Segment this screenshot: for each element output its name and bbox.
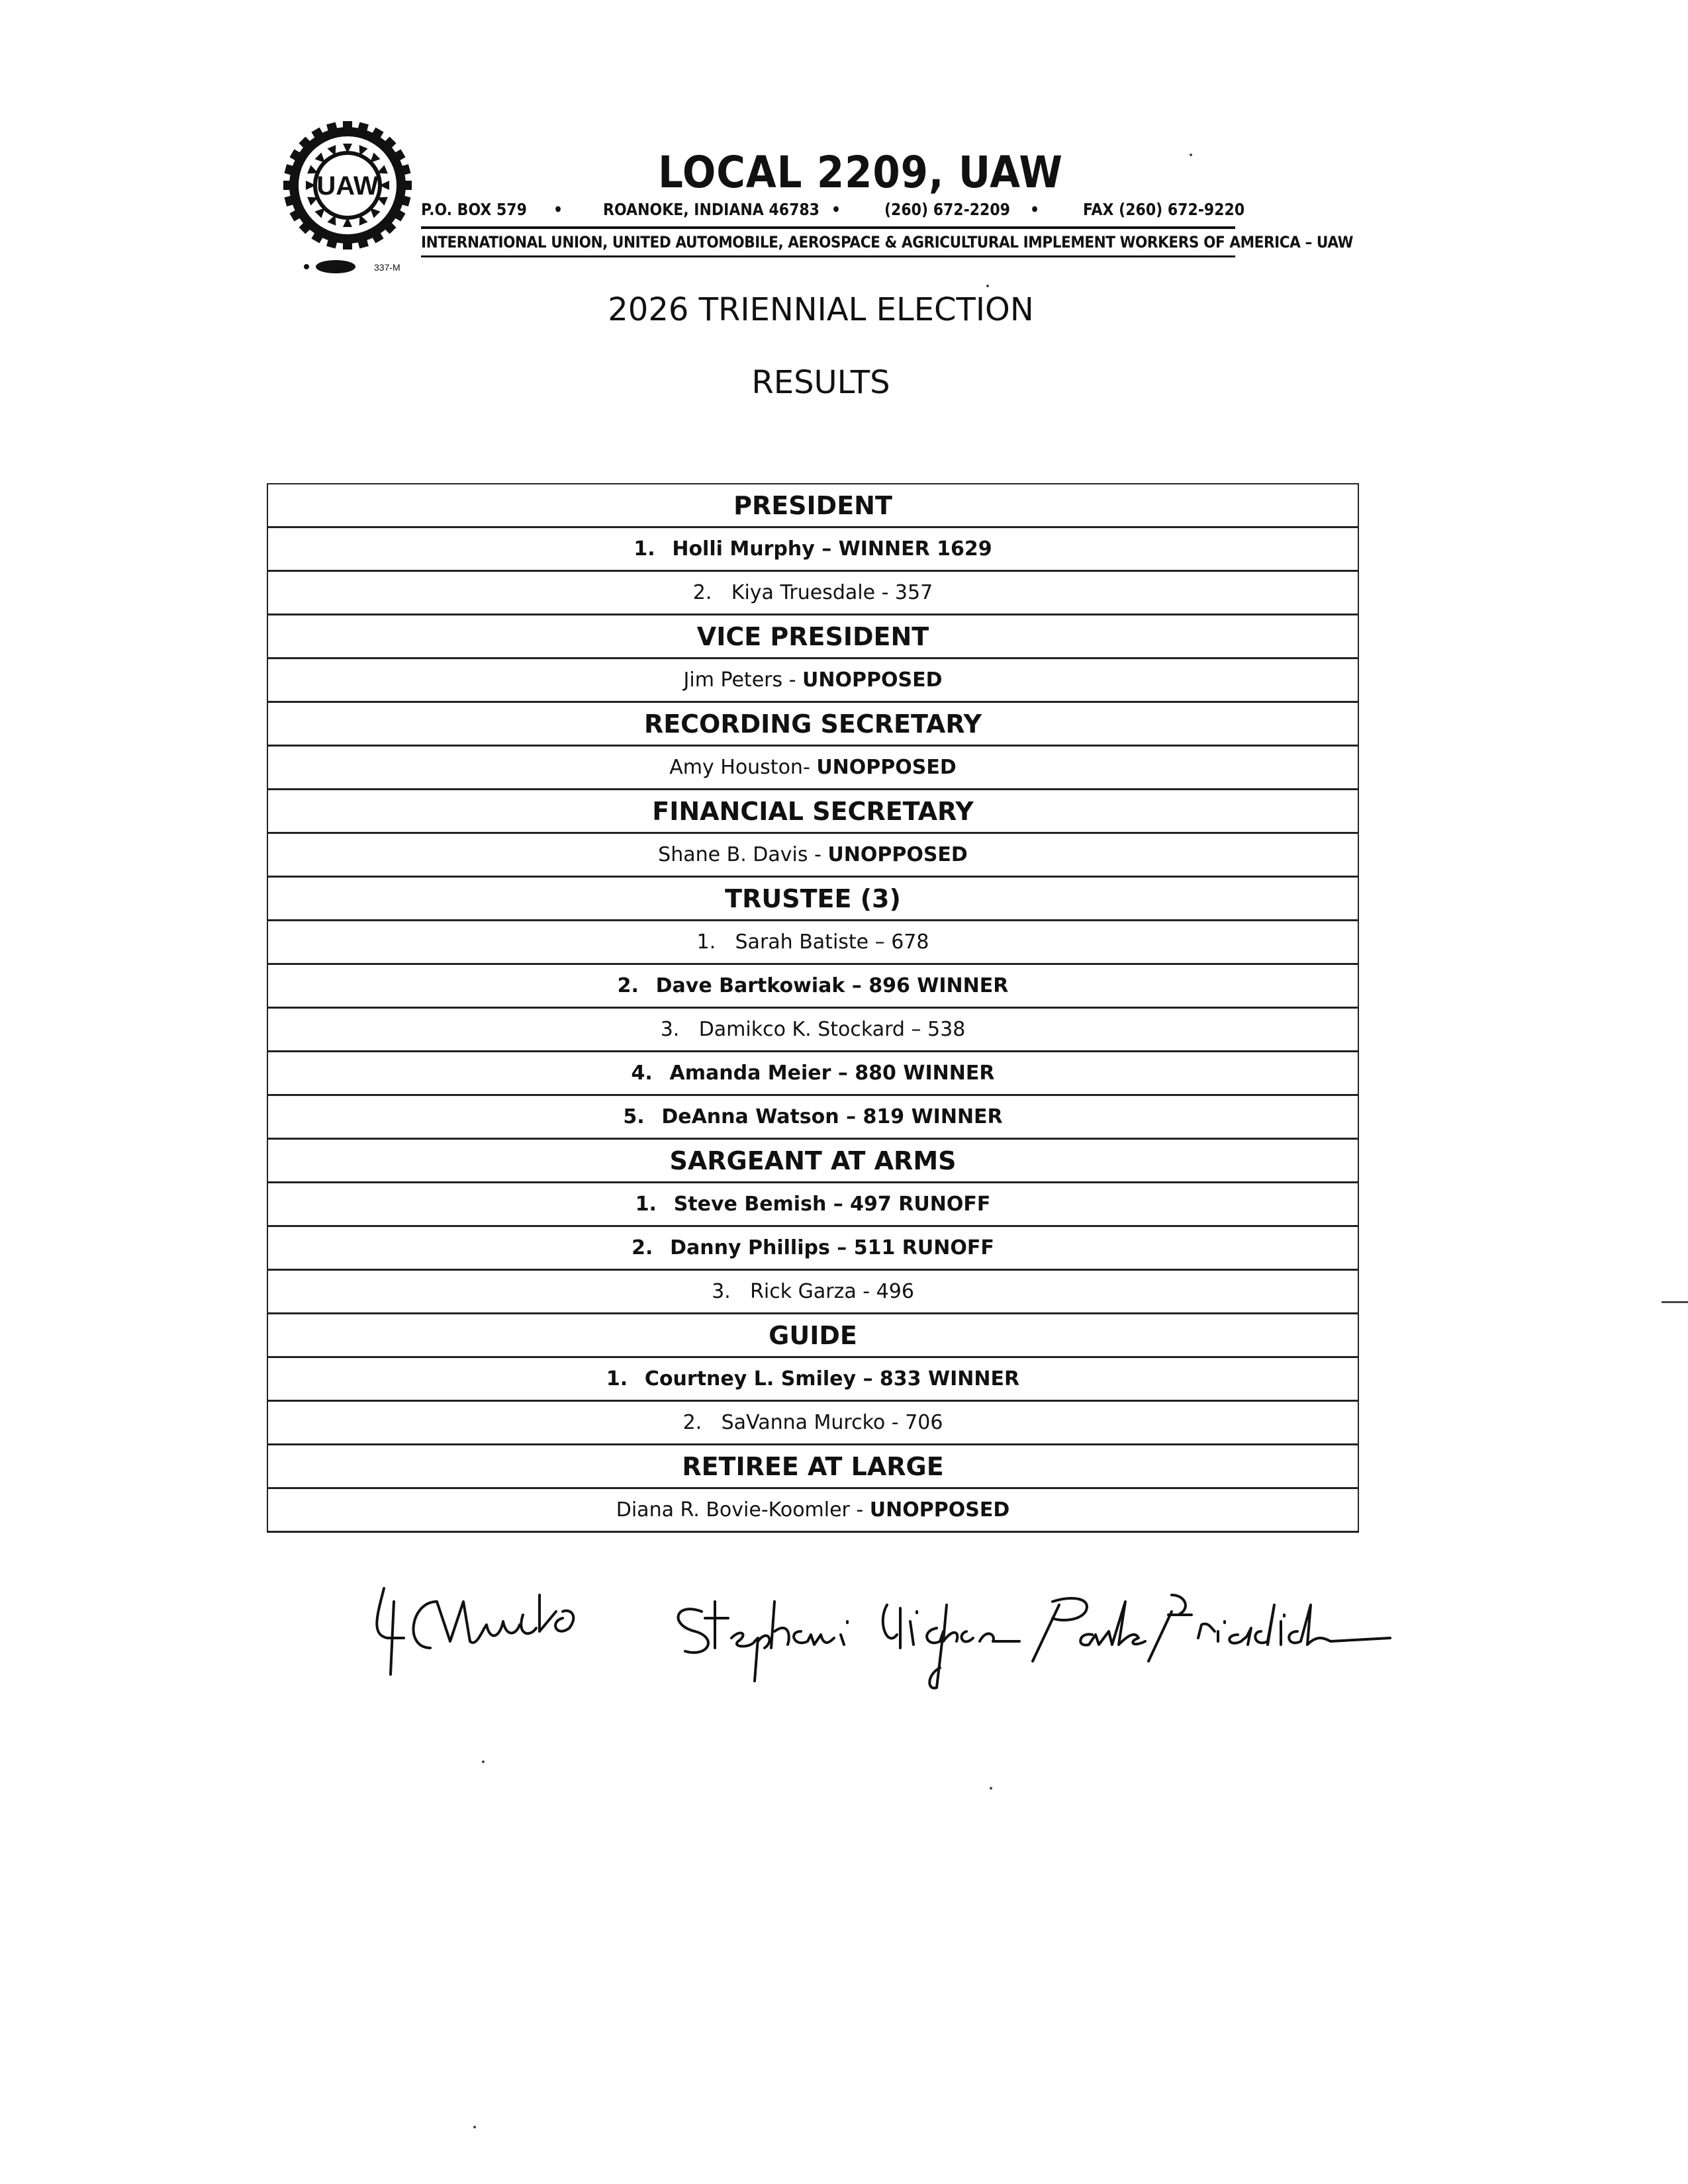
scan-speck — [482, 1760, 485, 1763]
signature-3 — [1033, 1595, 1390, 1661]
signature-1 — [377, 1588, 573, 1674]
local-title: LOCAL 2209, UAW — [658, 147, 1063, 198]
candidate-status: UNOPPOSED — [869, 1498, 1010, 1522]
results-subtitle: RESULTS — [751, 364, 890, 401]
candidate-number: 1. — [635, 1193, 657, 1216]
candidate-name: Damikco K. Stockard – 538 — [698, 1018, 966, 1041]
bullet-2: • — [831, 200, 841, 219]
office-heading: GUIDE — [268, 1314, 1358, 1358]
po-box: P.O. BOX 579 — [421, 200, 527, 219]
candidate-row — [268, 1402, 1358, 1445]
logo-text: UAW — [316, 171, 379, 201]
candidate-row — [268, 1358, 1358, 1402]
phone: (260) 672-2209 — [884, 200, 1010, 219]
candidate-row — [268, 921, 1358, 965]
bug-text: 337-M — [374, 262, 400, 273]
candidate-number: 3. — [712, 1280, 731, 1303]
candidate-name: Rick Garza - 496 — [750, 1280, 914, 1303]
candidate-name: Amy Houston- — [669, 756, 817, 779]
candidate-row — [268, 1183, 1358, 1227]
candidate-name: Amanda Meier – 880 WINNER — [669, 1062, 995, 1085]
candidate-name: Steve Bemish – 497 RUNOFF — [673, 1193, 991, 1216]
scan-speck — [1190, 154, 1192, 156]
results-table — [267, 483, 1359, 1533]
office-heading: PRESIDENT — [268, 484, 1358, 528]
office-heading: VICE PRESIDENT — [268, 615, 1358, 659]
candidate-number: 1. — [633, 537, 655, 561]
scan-speck — [986, 285, 989, 287]
uaw-logo — [281, 119, 414, 251]
candidate-number: 2. — [617, 974, 639, 997]
candidate-number: 2. — [692, 581, 712, 604]
candidate-row — [268, 1227, 1358, 1271]
election-title: 2026 TRIENNIAL ELECTION — [608, 291, 1034, 328]
office-heading: TRUSTEE (3) — [268, 878, 1358, 921]
candidate-row — [268, 1052, 1358, 1096]
candidate-number: 5. — [623, 1105, 645, 1128]
candidate-row — [268, 1009, 1358, 1052]
candidate-number: 4. — [631, 1062, 653, 1085]
candidate-name: Diana R. Bovie-Koomler - — [616, 1498, 870, 1522]
candidate-name: Jim Peters - — [683, 668, 803, 692]
candidate-row — [268, 1489, 1358, 1533]
candidate-status: UNOPPOSED — [802, 668, 943, 692]
union-bug-icon — [301, 257, 400, 277]
candidate-name: Dave Bartkowiak – 896 WINNER — [655, 974, 1009, 997]
candidate-number: 2. — [682, 1411, 702, 1434]
candidate-number: 1. — [696, 931, 716, 954]
scan-speck — [990, 1787, 992, 1790]
candidate-row — [268, 528, 1358, 572]
candidate-name: DeAnna Watson – 819 WINNER — [661, 1105, 1003, 1128]
candidate-number: 3. — [660, 1018, 680, 1041]
union-full-name: INTERNATIONAL UNION, UNITED AUTOMOBILE, AEROSPACE & AGRICULTURAL IMPLEMENT WORKERS OF AMERICA – UAW — [421, 233, 1354, 251]
candidate-number: 2. — [632, 1236, 653, 1259]
uaw-gear-emblem-icon — [281, 119, 414, 251]
letterhead-rule-bottom — [421, 255, 1235, 257]
letterhead-rule-top — [421, 226, 1235, 229]
candidate-name: SaVanna Murcko - 706 — [721, 1411, 943, 1434]
candidate-row — [268, 747, 1358, 790]
office-heading: RECORDING SECRETARY — [268, 703, 1358, 747]
candidate-name: Kiya Truesdale - 357 — [731, 581, 933, 604]
candidate-row — [268, 1096, 1358, 1140]
candidate-row — [268, 572, 1358, 615]
scan-speck — [473, 2126, 476, 2128]
candidate-name: Sarah Batiste – 678 — [735, 931, 929, 954]
fax: FAX (260) 672-9220 — [1083, 200, 1245, 219]
candidate-row — [268, 659, 1358, 703]
candidate-status: UNOPPOSED — [827, 843, 968, 866]
candidate-name: Courtney L. Smiley – 833 WINNER — [644, 1367, 1020, 1390]
candidate-row — [268, 1271, 1358, 1314]
candidate-name: Holli Murphy – WINNER 1629 — [672, 537, 992, 561]
candidate-row — [268, 834, 1358, 878]
signatures — [357, 1575, 1417, 1694]
city: ROANOKE, INDIANA 46783 — [603, 200, 820, 219]
signature-2 — [679, 1602, 1019, 1688]
office-heading: RETIREE AT LARGE — [268, 1445, 1358, 1489]
union-bug — [301, 257, 400, 277]
candidate-status: UNOPPOSED — [816, 756, 957, 779]
candidate-row — [268, 965, 1358, 1009]
candidate-number: 1. — [606, 1367, 628, 1390]
candidate-name: Shane B. Davis - — [658, 843, 828, 866]
office-heading: FINANCIAL SECRETARY — [268, 790, 1358, 834]
candidate-name: Danny Phillips – 511 RUNOFF — [670, 1236, 994, 1259]
bullet-3: • — [1030, 200, 1040, 219]
bullet-1: • — [553, 200, 563, 219]
office-heading: SARGEANT AT ARMS — [268, 1140, 1358, 1183]
address-row — [421, 200, 1245, 224]
scan-edge-mark — [1662, 1301, 1688, 1303]
